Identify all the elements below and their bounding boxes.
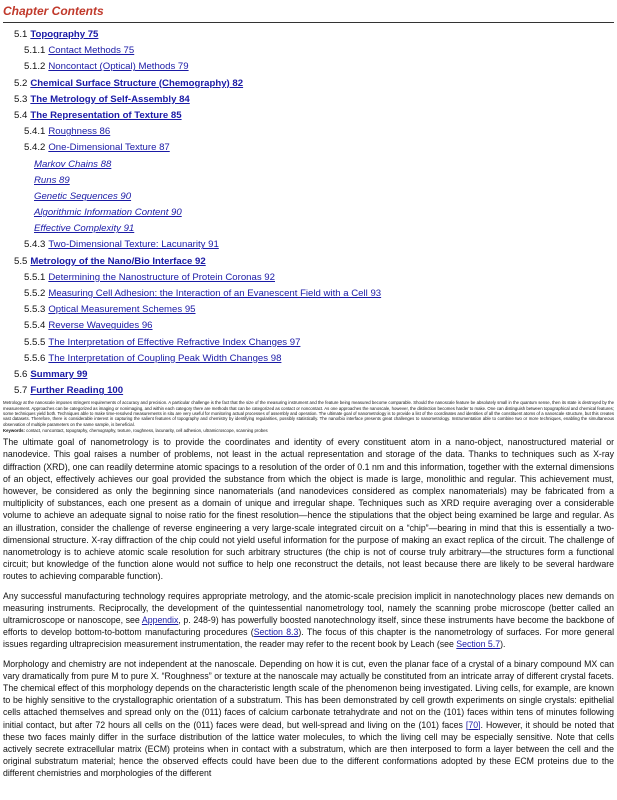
keywords-line	[3, 428, 614, 433]
toc-entry-link[interactable]: Noncontact (Optical) Methods 79	[48, 61, 189, 73]
toc-entry-link[interactable]: Genetic Sequences 90	[34, 190, 132, 202]
toc-entry	[3, 43, 614, 59]
toc-entry-link[interactable]: Topography 75	[30, 29, 99, 40]
cross-reference-link[interactable]: [70]	[465, 719, 481, 730]
paragraph-text: ). The focus of this chapter is the nanometrology of surfaces. For more general issues regarding ultraprecision measurement instrumentation, the reader may refer to the recent book by Leach (see	[3, 627, 615, 650]
toc-entry-number: 5.1.1	[24, 45, 46, 57]
toc-entry-number: 5.4.2	[24, 142, 46, 154]
toc-entry-link[interactable]: Roughness 86	[48, 126, 111, 138]
toc-entry	[3, 383, 614, 399]
cross-reference-link[interactable]: Appendix	[141, 614, 179, 625]
toc-entry-link[interactable]: The Metrology of Self-Assembly 84	[30, 93, 190, 105]
toc-entry-number: 5.5.6	[24, 352, 46, 364]
toc-entry-link[interactable]: Determining the Nanostructure of Protein Coronas 92	[48, 271, 275, 283]
toc-entry-link[interactable]: Effective Complexity 91	[34, 223, 135, 235]
cross-reference-link[interactable]: Section 8.3	[253, 627, 299, 638]
toc-entry-link[interactable]: Contact Methods 75	[48, 45, 135, 57]
toc-entry-number: 5.5.4	[24, 320, 46, 332]
toc-entry-link[interactable]: The Representation of Texture 85	[30, 109, 182, 121]
toc-entry	[3, 286, 614, 302]
toc-entry-link[interactable]: Reverse Waveguides 96	[48, 320, 153, 332]
chapter-abstract: Metrology at the nanoscale imposes stringent requirements of accuracy and precision. A particular challenge is the fact that the size of the measuring instrument and the feature being measured become comparable. Should the nanoscale feature be absolutely small in the quantum sense, then its state is destroyed by the measurement. Approaches can be categorized as imaging or nonimaging, and within each category there are methods that can be categorized as contact or noncontact. As one approaches the nanoscale, however, the distinction becomes harder to make. One can distinguish between topographical and chemical features; some techniques yield both. Techniques able to make time-resolved measurements in situ are very useful for monitoring actual processes of assembly and operation. The ultimate goal of nanometrology is to provide a list of the coordinates and identities of all the constituent atoms of a nanoscale structure, but this creates vast datasets. Therefore, there is considerable interest in capturing the salient features of topography and chemistry by identifying regularities, possibly statistically. The nano/bio interface presents great challenges to nanometrology. Instrumentation able to combine two or more techniques, enabling the simultaneous observation of multiple parameters on the same sample, is beneficial.	[3, 400, 615, 427]
toc-entry	[3, 59, 614, 75]
toc-entry-number: 5.7	[14, 385, 28, 397]
paragraph-text: . However, it should be noted that these two faces mainly differ in the surface distribution of the lattice water molecules, to which the living cell may be especially sensitive. Note that cells actively secrete extracellular matrix (ECM) proteins when in contact with a substratum, which are then interposed to form a layer between the cell and the original substratum material; hence the observed effects could have been due to the different conformations adopted by these ECM proteins due to the different chemistries and morphologies of the different	[3, 719, 614, 779]
toc-entry-link[interactable]: Measuring Cell Adhesion: the Interaction of an Evanescent Field with a Cell 93	[48, 288, 382, 299]
paragraph-text: Morphology and chemistry are not independent at the nanoscale. Depending on how it is cut, even the planar face of a crystal of a binary compound MX can vary dramatically from pure M to pure X. “Roughness” or texture at the nanoscale may actually be constituted from an intricate array of different crystal facets. The chemical effect of this morphology depends on the characteristic length scale of the phenomenon being investigated. Living cells, for example, are known to be highly sensitive to the crystallographic orientation of a substratum. This has been demonstrated by cell growth experiments on single crystals: epithelial cells attached themselves and spread only on the (011) faces of calcium carbonate tetrahydrate and not on the (101) faces within tens of minutes following initial contact, but after 72 hours all cells on the (011) faces were dead, but well-spread and living on the (101) faces	[3, 658, 614, 730]
toc-entry-link[interactable]: Chemical Surface Structure (Chemography) 82	[30, 77, 244, 89]
toc-entry	[3, 140, 614, 156]
toc-entry	[3, 367, 614, 383]
toc-entry-number: 5.3	[14, 93, 28, 105]
keywords-label: Keywords:	[3, 427, 25, 433]
toc-entry	[3, 237, 614, 253]
toc-entry	[3, 92, 614, 108]
toc-entry	[3, 124, 614, 140]
toc-entry	[3, 254, 614, 270]
toc-entry-number: 5.1	[14, 29, 28, 40]
toc-entry-number: 5.4.1	[24, 126, 46, 138]
header-divider	[3, 22, 614, 23]
toc-entry-link[interactable]: Optical Measurement Schemes 95	[48, 304, 196, 316]
body-text	[3, 436, 614, 779]
toc-entry-number: 5.4.3	[24, 239, 46, 251]
toc-entry-link[interactable]: Further Reading 100	[30, 385, 124, 397]
toc-entry-link[interactable]: Metrology of the Nano/Bio Interface 92	[30, 255, 206, 267]
toc-entry-number: 5.4	[14, 109, 28, 121]
keywords-text: contact, noncontact, topography, chemography, texture, roughness, lacunarity, cell adhesion, ultramicroscope, scanning probes	[26, 427, 268, 433]
toc-entry-number: 5.5	[14, 255, 28, 267]
toc-entry-number: 5.6	[14, 368, 28, 380]
toc-entry-link[interactable]: Markov Chains 88	[34, 158, 112, 170]
toc-entry	[3, 351, 614, 367]
toc-entry	[3, 27, 614, 43]
toc-entry-link[interactable]: Two-Dimensional Texture: Lacunarity 91	[48, 239, 219, 251]
toc-entry	[3, 76, 614, 92]
toc-entry-link[interactable]: Algorithmic Information Content 90	[34, 207, 182, 219]
toc-entry	[3, 221, 614, 237]
paragraph-text: Any successful manufacturing technology requires appropriate metrology, and the atomic-scale precision implicit in nanotechnology places new demands on measuring instruments. Reciprocally, the development of the quintessential nanometrology tool, namely the scanning probe microscope (better called an ultramicroscope or nanoscope, see	[3, 590, 614, 625]
toc-entry	[3, 189, 614, 205]
toc-entry	[3, 205, 614, 221]
body-paragraph	[3, 590, 614, 651]
body-paragraph	[3, 436, 614, 582]
chapter-contents-heading: Chapter Contents	[3, 4, 104, 18]
toc-entry	[3, 335, 614, 351]
toc-entry-number: 5.5.1	[24, 271, 46, 283]
toc-entry-link[interactable]: The Interpretation of Effective Refractive Index Changes 97	[48, 336, 301, 348]
toc-entry	[3, 157, 614, 173]
paragraph-text: ).	[500, 639, 506, 650]
cross-reference-link[interactable]: Section 5.7	[456, 639, 501, 650]
toc-entry	[3, 270, 614, 286]
paragraph-text: , p. 248-9) has powerfully boosted nanotechnology itself, since these instruments have become the backbone of efforts to develop bottom-to-bottom manufacturing procedures (	[3, 614, 615, 638]
toc-entry-link[interactable]: Summary 99	[30, 368, 88, 380]
toc-entry	[3, 318, 614, 334]
toc-entry	[3, 173, 614, 189]
toc-entry	[3, 108, 614, 124]
toc-entry	[3, 302, 614, 318]
toc-entry-number: 5.5.3	[24, 304, 46, 316]
toc-entry-link[interactable]: Runs 89	[34, 174, 70, 186]
toc-entry-link[interactable]: One-Dimensional Texture 87	[48, 142, 170, 154]
toc-entry-number: 5.5.5	[24, 336, 46, 348]
paragraph-text: The ultimate goal of nanometrology is to provide the coordinates and identity of every constituent atom in a nano-object, nanostructured material or nanodevice. This goal raises a number of problems, not least in the actual representation and storage of the data. Thanks to techniques such as X-ray diffraction (XRD), one can readily determine atomic spacings to a resolution of the order of 0.1 nm and this information, together with the external dimensions of an object, effectively achieves our goal provided the substance from which the object is made is large, monolithic and regular. This achievement must, however, be considered as only the beginning since nanomaterials (and nanodevices considered as complex nanomaterials) may be fabricated from a multiplicity of substances, each one present as a domain of unique and irregular shape. Techniques such as XRD require averaging over a considerable volume to achieve an adequate signal to noise ratio for the finest resolution—hence the stipulations that the object being examined be large and regular. As an illustration, consider the challenge of reverse engineering a very large-scale integrated circuit on a “chip”—bearing in mind that this is essentially a two-dimensional structure. X-ray diffraction of the chip could not yield useful information for the purpose of making an exact replica of the circuit. The challenge of nanometrology is to achieve atomic scale resolution for such arbitrary structures (the chip is not of course truly arbitrary—the structures form a functional circuit; but knowledge of the function alone would not suffice to help one reconstruct the details, not least because there are likely to be several hardware routes to achieving comparable function).	[3, 437, 614, 582]
body-paragraph	[3, 658, 614, 780]
toc-entry-number: 5.1.2	[24, 61, 46, 73]
toc-entry-number: 5.5.2	[24, 288, 46, 299]
toc-entry-number: 5.2	[14, 77, 28, 89]
table-of-contents	[3, 27, 614, 399]
page	[3, 0, 614, 787]
toc-entry-link[interactable]: The Interpretation of Coupling Peak Width Changes 98	[48, 352, 282, 364]
